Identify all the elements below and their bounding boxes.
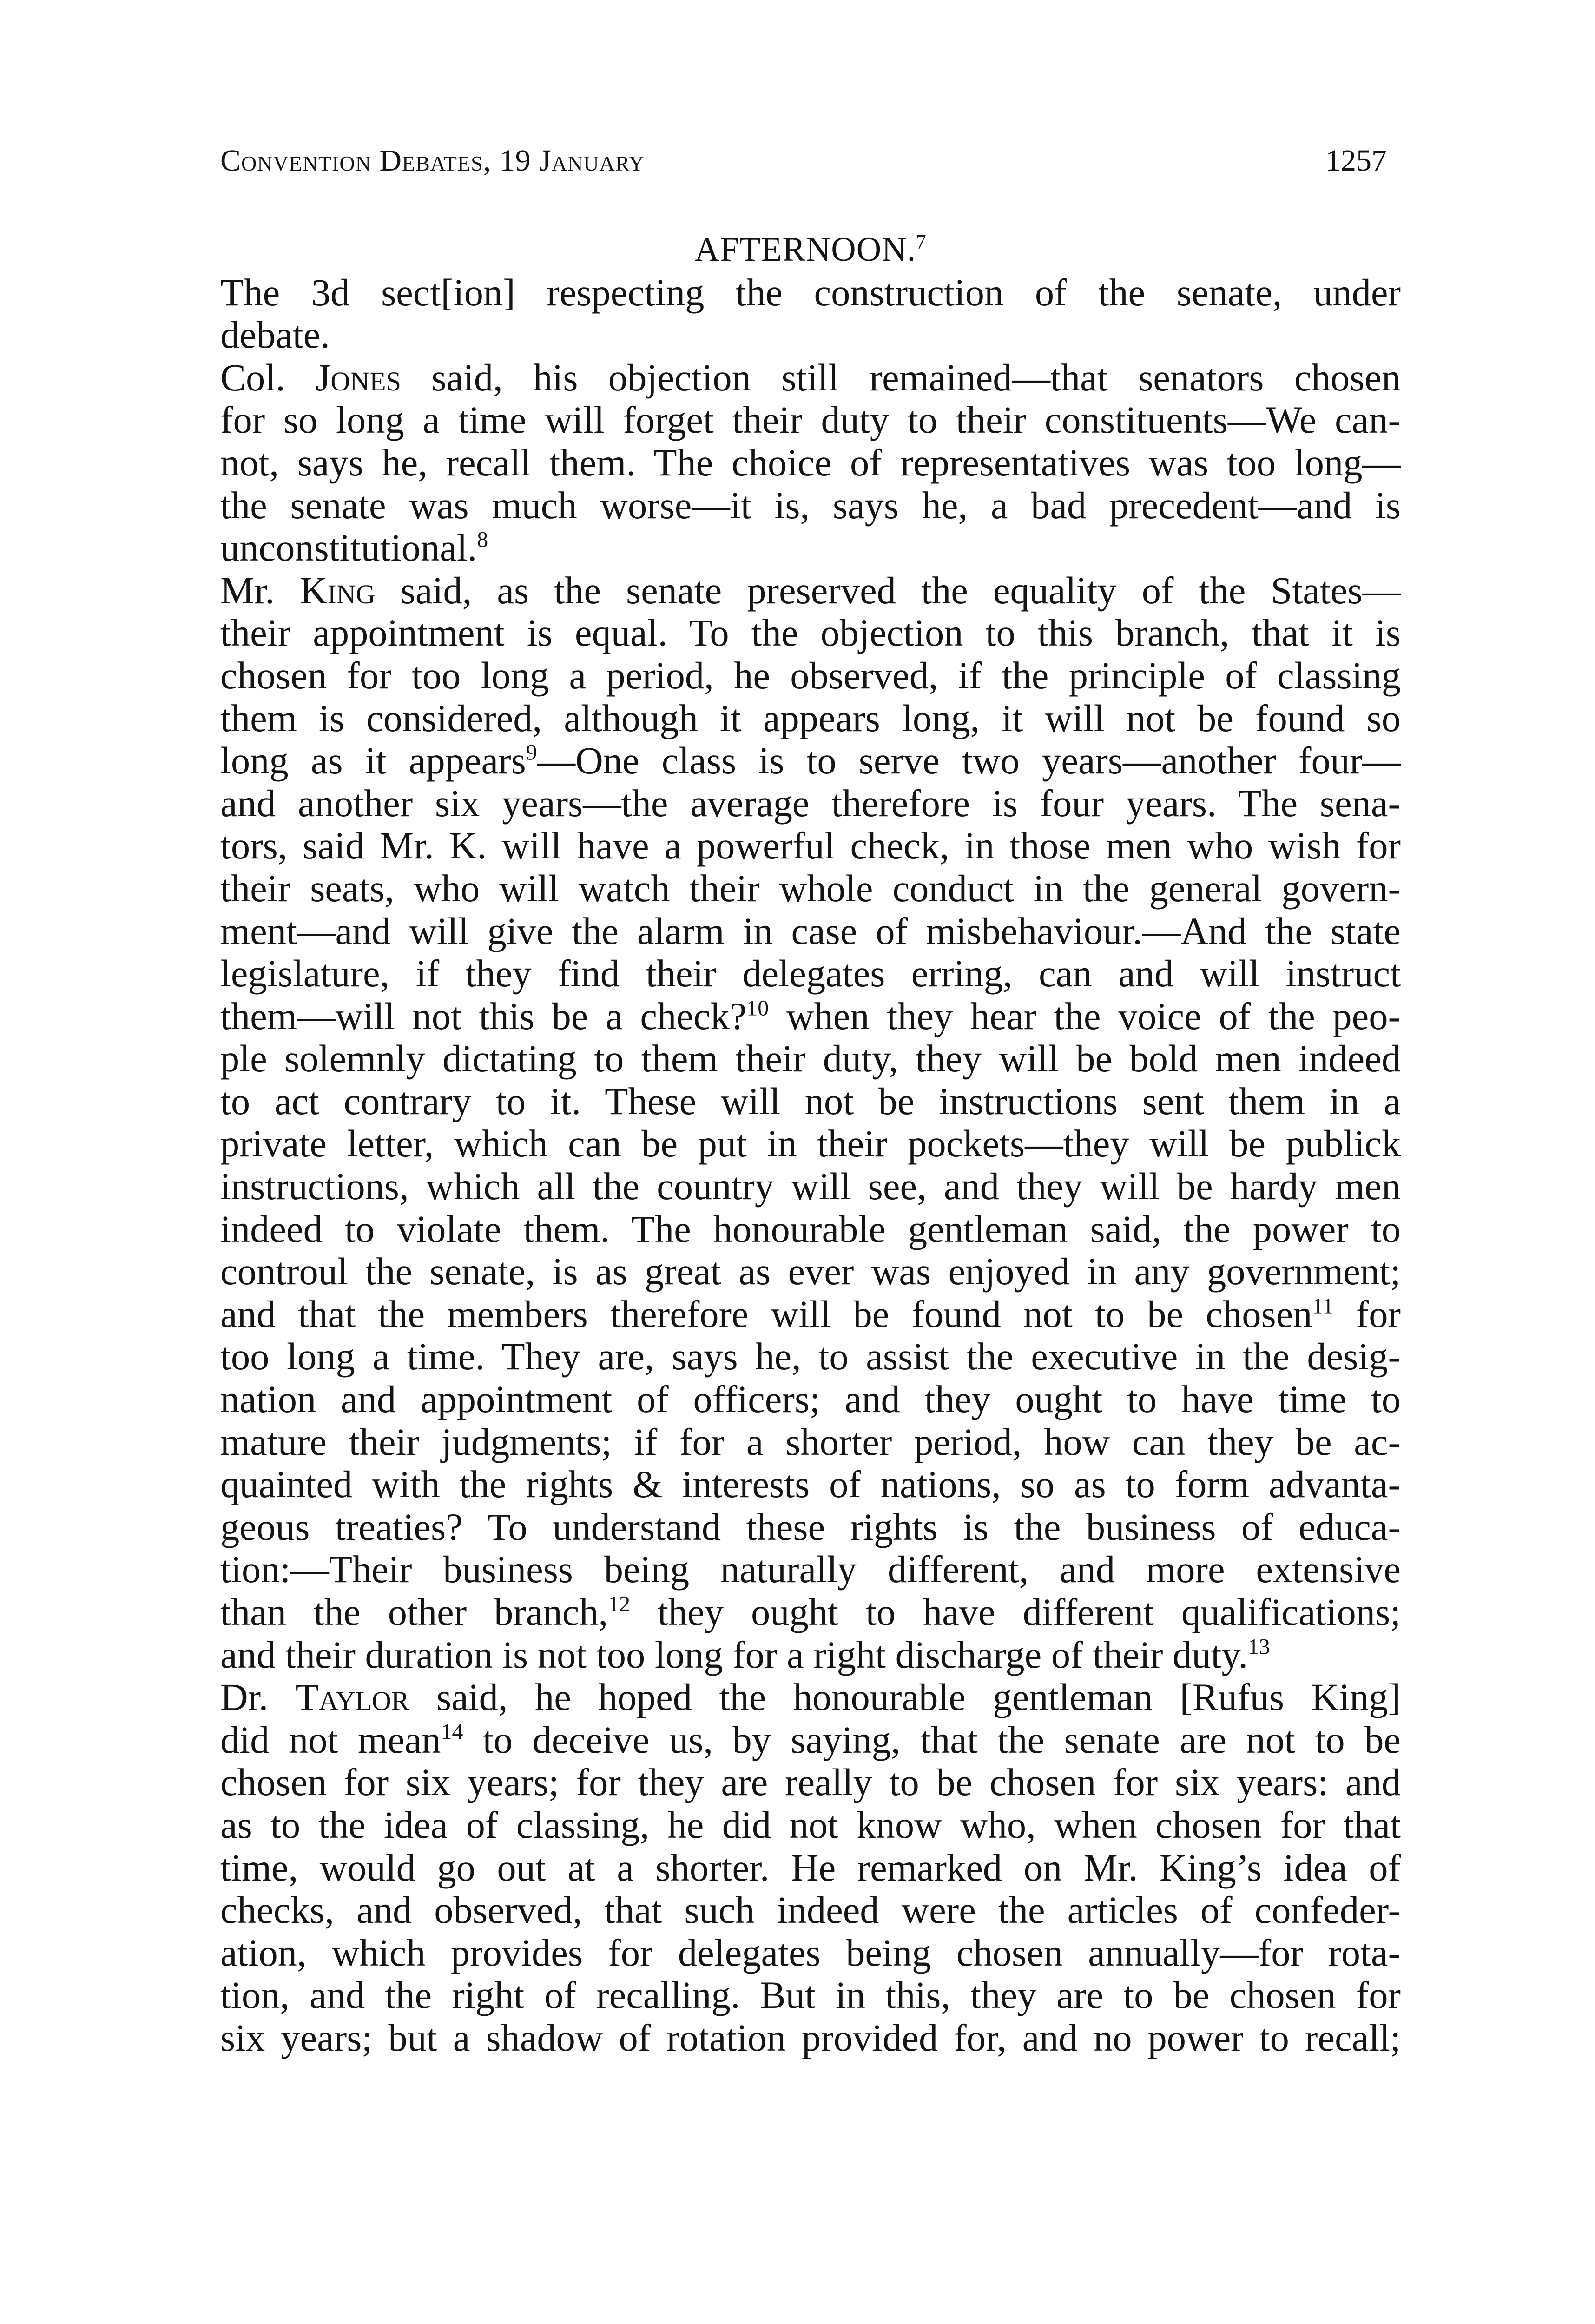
text-line: tors, said Mr. K. will have a powerful check, in those men who wish for: [220, 825, 1401, 867]
text-line: ple solemnly dictating to them their duty, they will be bold men indeed: [220, 1037, 1401, 1080]
line-text: them—will not this be a check?: [220, 995, 747, 1037]
section-heading: [220, 229, 1401, 271]
line-text: and their duration is not too long for a right discharge of their duty.: [220, 1633, 1248, 1676]
footnote-ref-14: 14: [441, 1719, 463, 1744]
text-line: geous treaties? To understand these rights is the business of educa-: [220, 1505, 1401, 1548]
footnote-ref-7: 7: [916, 231, 927, 253]
text-line: [220, 1591, 1401, 1634]
text-line: The 3d sect[ion] respecting the construction of the senate, under: [220, 271, 1401, 314]
line-text: when they hear the voice of the peo-: [769, 995, 1401, 1037]
body-text: [220, 229, 1401, 2060]
line-text: long as it appears: [220, 739, 526, 782]
speaker-prefix: Mr.: [220, 569, 300, 612]
text-line: time, would go out at a shorter. He remarked on Mr. King’s idea of: [220, 1846, 1401, 1889]
text-line: instructions, which all the country will see, and they will be hardy men: [220, 1165, 1401, 1208]
line-text: said, as the senate preserved the equality of the States—: [375, 569, 1401, 612]
line-text: did not mean: [220, 1718, 441, 1761]
speaker-name: King: [300, 569, 376, 612]
text-line: quainted with the rights & interests of nations, so as to form advanta-: [220, 1463, 1401, 1506]
text-line: nation and appointment of officers; and they ought to have time to: [220, 1378, 1401, 1421]
text-line: [220, 357, 1401, 399]
line-text: said, he hoped the honourable gentleman [Rufus King]: [409, 1676, 1401, 1719]
text-line: ment—and will give the alarm in case of misbehaviour.—And the state: [220, 910, 1401, 952]
text-line: mature their judgments; if for a shorter period, how can they be ac-: [220, 1420, 1401, 1463]
running-head: [220, 142, 1387, 179]
text-line: [220, 1719, 1401, 1762]
text-line: [220, 995, 1401, 1038]
running-title: Convention Debates, 19 January: [220, 144, 645, 178]
text-line: [220, 1634, 1401, 1677]
footnote-ref-12: 12: [608, 1591, 631, 1617]
speaker-name: Jones: [316, 356, 401, 399]
text-line: controul the senate, is as great as ever was enjoyed in any government;: [220, 1250, 1401, 1293]
heading-text: AFTERNOON.: [694, 231, 916, 269]
text-line: [220, 527, 1401, 569]
line-text: they ought to have different qualifications;: [630, 1591, 1401, 1633]
footnote-ref-8: 8: [477, 527, 488, 552]
text-line: tion:—Their business being naturally different, and more extensive: [220, 1548, 1401, 1591]
footnote-ref-13: 13: [1247, 1634, 1270, 1659]
text-line: indeed to violate them. The honourable gentleman said, the power to: [220, 1208, 1401, 1250]
text-line: their seats, who will watch their whole conduct in the general govern-: [220, 867, 1401, 910]
footnote-ref-9: 9: [526, 740, 537, 765]
text-line: and another six years—the average therefore is four years. The sena-: [220, 782, 1401, 825]
text-line: chosen for too long a period, he observed, if the principle of classing: [220, 654, 1401, 697]
speaker-prefix: Col.: [220, 356, 316, 399]
footnote-ref-10: 10: [746, 996, 769, 1021]
text-line: as to the idea of classing, he did not know who, when chosen for that: [220, 1803, 1401, 1846]
line-text: unconstitutional.: [220, 527, 477, 569]
line-text: than the other branch,: [220, 1591, 608, 1633]
text-line: chosen for six years; for they are really to be chosen for six years: and: [220, 1761, 1401, 1804]
text-line: [220, 739, 1401, 782]
text-line: legislature, if they find their delegates erring, can and will instruct: [220, 952, 1401, 995]
text-line: [220, 569, 1401, 612]
paragraph-taylor: [220, 1676, 1401, 2059]
text-line: not, says he, recall them. The choice of representatives was too long—: [220, 441, 1401, 484]
paragraph-jones: [220, 357, 1401, 569]
line-text: for: [1333, 1293, 1401, 1335]
speaker-prefix: Dr.: [220, 1676, 296, 1719]
text-line: to act contrary to it. These will not be instructions sent them in a: [220, 1080, 1401, 1122]
text-line: debate.: [220, 314, 330, 357]
text-line: too long a time. They are, says he, to assist the executive in the desig-: [220, 1335, 1401, 1378]
line-text: and that the members therefore will be found not to be chosen: [220, 1293, 1312, 1335]
text-line: their appointment is equal. To the objection to this branch, that it is: [220, 612, 1401, 654]
line-text: to deceive us, by saying, that the senate are not to be: [463, 1718, 1401, 1761]
text-line: checks, and observed, that such indeed were the articles of confeder-: [220, 1889, 1401, 1932]
paragraph-king: [220, 569, 1401, 1676]
text-line: private letter, which can be put in their pockets—they will be publick: [220, 1122, 1401, 1165]
text-line: the senate was much worse—it is, says he, a bad precedent—and is: [220, 484, 1401, 527]
text-line: ation, which provides for delegates being chosen annually—for rota-: [220, 1931, 1401, 1974]
text-line: for so long a time will forget their duty to their constituents—We can-: [220, 399, 1401, 442]
line-text: —One class is to serve two years—another four—: [537, 739, 1401, 782]
text-line: [220, 1676, 1401, 1719]
paragraph-section-under-debate: [220, 271, 1401, 357]
text-line: tion, and the right of recalling. But in this, they are to be chosen for: [220, 1974, 1401, 2017]
text-line: them is considered, although it appears long, it will not be found so: [220, 697, 1401, 739]
speaker-name: Taylor: [295, 1676, 409, 1719]
page-number: 1257: [1325, 144, 1387, 178]
footnote-ref-11: 11: [1312, 1294, 1334, 1319]
line-text: said, his objection still remained—that senators chosen: [401, 356, 1401, 399]
text-line: [220, 1293, 1401, 1336]
text-line: six years; but a shadow of rotation provided for, and no power to recall;: [220, 2016, 1401, 2059]
